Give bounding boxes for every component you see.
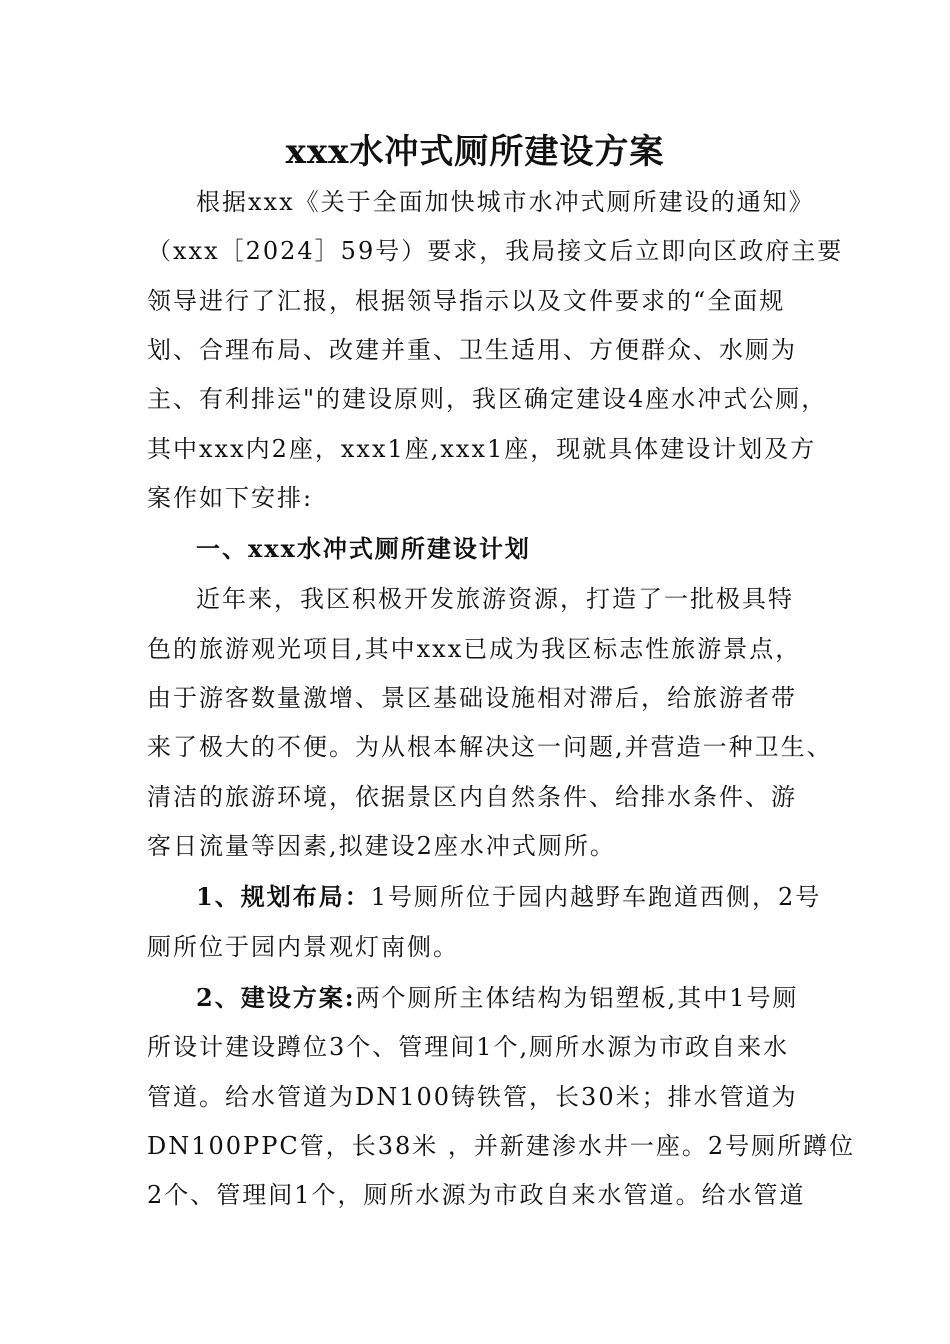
section1-line-2: 色的旅游观光项目,其中xxx已成为我区标志性旅游景点， bbox=[147, 635, 802, 663]
item1-text: 1号厕所位于园内越野车跑道西侧，2号 bbox=[370, 883, 822, 911]
item2-line-4: DN100PPC管，长38米 ，并新建渗水井一座。2号厕所蹲位 bbox=[147, 1132, 856, 1160]
intro-line-6: 其中xxx内2座，xxx1座,xxx1座，现就具体建设计划及方 bbox=[147, 435, 817, 463]
section1-line-4: 来了极大的不便。为从根本解决这一问题,并营造一种卫生、 bbox=[147, 733, 833, 761]
item2-line-5: 2个、管理间1个，厕所水源为市政自来水管道。给水管道 bbox=[147, 1181, 806, 1209]
item1-line-1 bbox=[196, 881, 821, 913]
intro-line-5: 主、有利排运"的建设原则，我区确定建设4座水冲式公厕， bbox=[147, 385, 828, 413]
section1-line-1: 近年来，我区积极开发旅游资源，打造了一批极具特 bbox=[196, 585, 794, 613]
intro-line-4: 划、合理布局、改建并重、卫生适用、方便群众、水厕为 bbox=[147, 336, 797, 364]
section1-heading: 一、xxx水冲式厕所建设计划 bbox=[196, 534, 531, 563]
intro-line-3: 领导进行了汇报，根据领导指示以及文件要求的“全面规 bbox=[147, 287, 786, 315]
document-title: xxx水冲式厕所建设方案 bbox=[285, 132, 665, 172]
item2-line-3: 管道。给水管道为DN100铸铁管，长30米；排水管道为 bbox=[147, 1083, 798, 1111]
item1-line-2: 厕所位于园内景观灯南侧。 bbox=[147, 933, 459, 961]
intro-line-2: （xxx［2024］59号）要求，我局接文后立即向区政府主要 bbox=[147, 237, 844, 265]
item2-line-2: 所设计建设蹲位3个、管理间1个,厕所水源为市政自来水 bbox=[147, 1033, 790, 1061]
section1-line-3: 由于游客数量激增、景区基础设施相对滞后，给旅游者带 bbox=[147, 684, 797, 712]
section1-line-6: 客日流量等因素,拟建设2座水冲式厕所。 bbox=[147, 832, 616, 860]
intro-line-1: 根据xxx《关于全面加快城市水冲式厕所建设的通知》 bbox=[196, 188, 815, 216]
item2-line-1 bbox=[196, 982, 798, 1014]
section1-line-5: 清洁的旅游环境，依据景区内自然条件、给排水条件、游 bbox=[147, 783, 797, 811]
intro-line-7: 案作如下安排: bbox=[147, 484, 314, 512]
item2-text: 两个厕所主体结构为铝塑板,其中1号厕 bbox=[355, 984, 799, 1012]
item2-label: 2、建设方案: bbox=[196, 983, 356, 1012]
item1-label: 1、规划布局： bbox=[196, 882, 371, 911]
